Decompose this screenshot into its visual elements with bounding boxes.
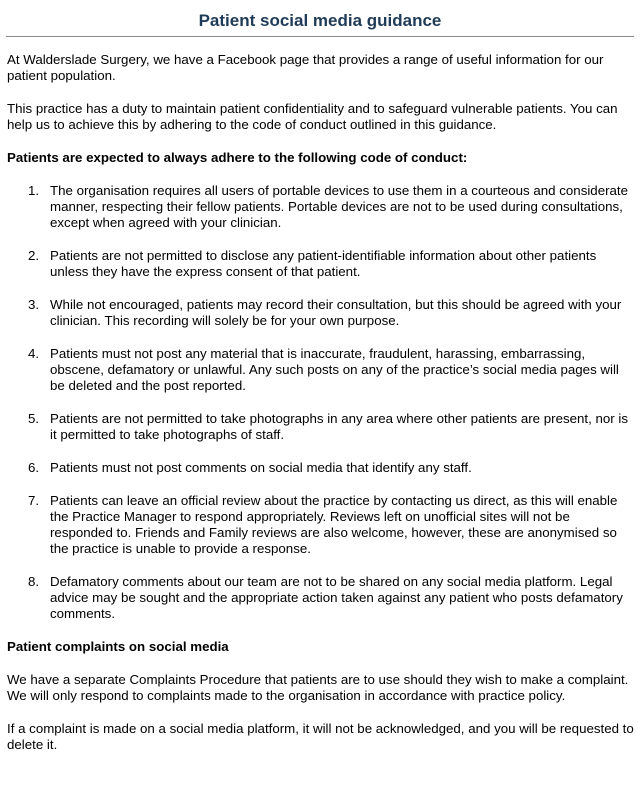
code-of-conduct-list xyxy=(7,183,635,622)
list-number: 8. xyxy=(28,574,40,589)
list-item-text: While not encouraged, patients may record their consultation, but this should be agreed with your clinician. This recording will solely be for your own purpose. xyxy=(50,297,622,328)
list-item xyxy=(7,346,635,394)
complaints-heading: Patient complaints on social media xyxy=(7,639,229,654)
list-item-text: Patients are not permitted to take photographs in any area where other patients are present, nor is it permitted to take photographs of staff. xyxy=(50,411,629,442)
list-item-text: Patients can leave an official review about the practice by contacting us direct, as this will enable the Practice Manager to respond appropriately. Reviews left on unofficial sites will not be responded to. Friends and Family reviews are also welcome, however, these are anonymised so the practice is unable to provide a response. xyxy=(50,493,618,556)
list-item xyxy=(7,493,635,557)
list-item xyxy=(7,297,635,329)
title-bar xyxy=(6,6,634,37)
list-item xyxy=(7,183,635,231)
complaints-paragraph-2: If a complaint is made on a social media platform, it will not be acknowledged, and you will be requested to delete it. xyxy=(7,721,634,752)
list-number: 5. xyxy=(28,411,40,426)
intro-paragraph-1: At Walderslade Surgery, we have a Facebook page that provides a range of useful information for our patient population. xyxy=(7,52,604,83)
list-number: 1. xyxy=(28,183,40,198)
document-body xyxy=(7,52,635,770)
list-item xyxy=(7,574,635,622)
list-item xyxy=(7,248,635,280)
code-of-conduct-heading: Patients are expected to always adhere to the following code of conduct: xyxy=(7,150,468,165)
list-item xyxy=(7,460,635,476)
list-number: 2. xyxy=(28,248,40,263)
page-title: Patient social media guidance xyxy=(198,11,442,30)
list-item-text: Patients must not post any material that is inaccurate, fraudulent, harassing, embarrassing, obscene, defamatory or unlawful. Any such posts on any of the practice’s social media pages will be deleted and the post reported. xyxy=(50,346,619,393)
list-number: 3. xyxy=(28,297,40,312)
complaints-paragraph-1: We have a separate Complaints Procedure that patients are to use should they wish to make a complaint. We will only respond to complaints made to the organisation in accordance with practice policy. xyxy=(7,672,629,703)
intro-paragraph-2: This practice has a duty to maintain patient confidentiality and to safeguard vulnerable patients. You can help us to achieve this by adhering to the code of conduct outlined in this guidance. xyxy=(7,101,618,132)
list-item-text: Patients are not permitted to disclose any patient-identifiable information about other patients unless they have the express consent of that patient. xyxy=(50,248,597,279)
list-item-text: Defamatory comments about our team are not to be shared on any social media platform. Legal advice may be sought and the appropriate action taken against any patient who posts defamatory comments. xyxy=(50,574,623,621)
list-number: 7. xyxy=(28,493,40,508)
list-number: 4. xyxy=(28,346,40,361)
list-item xyxy=(7,411,635,443)
list-item-text: The organisation requires all users of portable devices to use them in a courteous and considerate manner, respecting their fellow patients. Portable devices are not to be used during consultations, except when agreed with your clinician. xyxy=(50,183,629,230)
list-number: 6. xyxy=(28,460,40,475)
list-item-text: Patients must not post comments on social media that identify any staff. xyxy=(50,460,472,475)
